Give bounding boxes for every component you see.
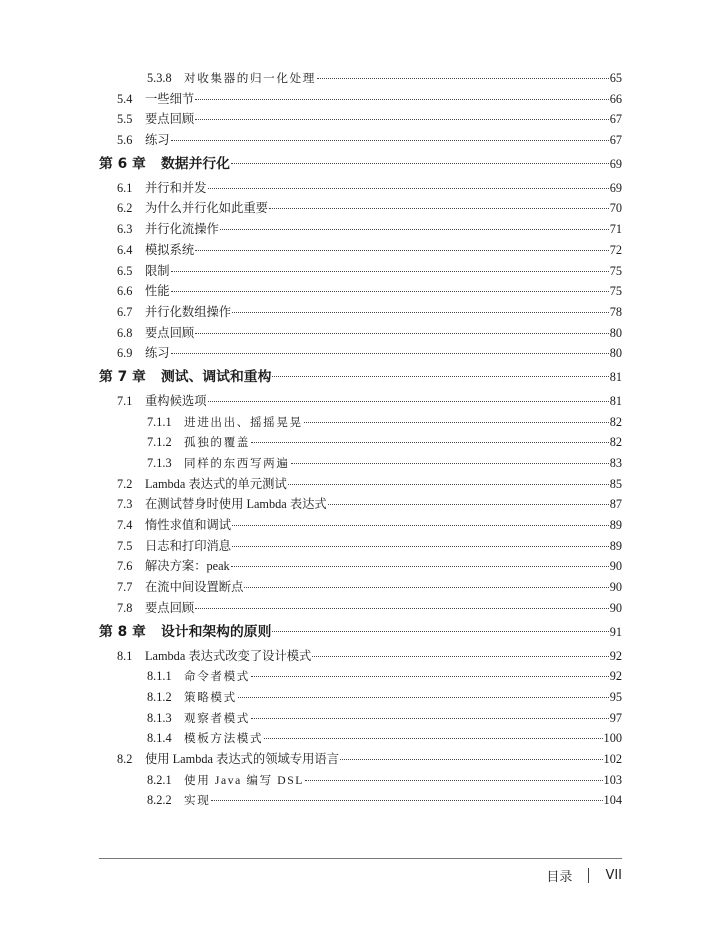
toc-entry-section[interactable]	[99, 281, 622, 302]
toc-entry-page: 103	[603, 772, 622, 787]
dot-leader	[231, 566, 609, 567]
toc-entry-title: 日志和打印消息	[145, 538, 232, 553]
toc-entry-page: 66	[609, 91, 622, 106]
page-footer	[546, 866, 622, 885]
toc-entry-title: 在测试替身时使用 Lambda 表达式	[145, 497, 327, 512]
toc-entry-number: 8.1	[117, 648, 133, 663]
toc-entry-page: 104	[603, 793, 622, 808]
toc-entry-page: 81	[609, 393, 622, 408]
dot-leader	[171, 140, 609, 141]
toc-entry-section[interactable]	[99, 646, 622, 667]
toc-entry-title: 测试、调试和重构	[161, 368, 272, 385]
dot-leader	[208, 401, 609, 402]
toc-entry-number: 6.1	[117, 180, 133, 195]
dot-leader	[171, 353, 609, 354]
toc-entry-title: 要点回顾	[145, 600, 195, 615]
dot-leader	[317, 78, 609, 79]
dot-leader	[171, 291, 609, 292]
toc-entry-title: 性能	[145, 284, 170, 299]
toc-entry-title: 练习	[145, 133, 170, 148]
toc-entry-page: 75	[609, 284, 622, 299]
toc-entry-title: 模拟系统	[145, 242, 195, 257]
toc-entry-page: 75	[609, 263, 622, 278]
toc-entry-number: 7.2	[117, 476, 133, 491]
toc-entry-title: 要点回顾	[145, 112, 195, 127]
dot-leader	[264, 738, 602, 739]
toc-entry-number: 6.4	[117, 242, 133, 257]
toc-entry-number: 8.1.4	[147, 731, 172, 746]
toc-entry-title: Lambda 表达式的单元测试	[145, 476, 287, 491]
dot-leader	[269, 208, 609, 209]
toc-entry-title: 在流中间设置断点	[145, 580, 244, 595]
dot-leader	[244, 587, 608, 588]
toc-entry-subsection[interactable]	[99, 68, 622, 89]
toc-entry-title: 并行化数组操作	[145, 304, 232, 319]
toc-entry-title: 练习	[145, 346, 170, 361]
toc-entry-section[interactable]	[99, 302, 622, 323]
table-of-contents	[99, 68, 622, 811]
toc-entry-page: 89	[609, 538, 622, 553]
toc-entry-section[interactable]	[99, 261, 622, 282]
toc-entry-section[interactable]	[99, 178, 622, 199]
dot-leader	[312, 656, 608, 657]
toc-entry-section[interactable]	[99, 219, 622, 240]
dot-leader	[328, 504, 609, 505]
toc-entry-title: 并行和并发	[145, 180, 207, 195]
toc-entry-number: 7.3	[117, 497, 133, 512]
toc-entry-number: 第 7 章	[99, 368, 146, 385]
toc-entry-title: 策略模式	[184, 690, 237, 704]
toc-entry-section[interactable]	[99, 749, 622, 770]
toc-entry-number: 8.2.1	[147, 772, 172, 787]
toc-entry-section[interactable]	[99, 323, 622, 344]
toc-entry-number: 第 6 章	[99, 155, 146, 172]
toc-entry-number: 5.4	[117, 91, 133, 106]
toc-entry-subsection[interactable]	[99, 708, 622, 729]
toc-entry-page: 87	[609, 497, 622, 512]
toc-entry-title: Lambda 表达式改变了设计模式	[145, 648, 312, 663]
toc-entry-number: 5.6	[117, 133, 133, 148]
dot-leader	[238, 697, 609, 698]
toc-entry-number: 6.3	[117, 222, 133, 237]
toc-entry-number: 6.7	[117, 304, 133, 319]
toc-entry-number: 5.5	[117, 112, 133, 127]
toc-entry-number: 7.4	[117, 518, 133, 533]
dot-leader	[251, 442, 609, 443]
page-number: VII	[605, 868, 622, 883]
toc-entry-title: 解决方案：peak	[145, 559, 230, 574]
toc-entry-number: 7.1.1	[147, 414, 172, 429]
footer-label: 目录	[546, 870, 573, 885]
toc-entry-section[interactable]	[99, 515, 622, 536]
toc-entry-title: 使用 Java 编写 DSL	[184, 773, 304, 787]
toc-entry-title: 限制	[145, 263, 170, 278]
toc-entry-chapter[interactable]	[99, 619, 622, 646]
toc-entry-title: 要点回顾	[145, 325, 195, 340]
toc-entry-section[interactable]	[99, 198, 622, 219]
toc-entry-section[interactable]	[99, 474, 622, 495]
toc-entry-title: 对收集器的归一化处理	[184, 72, 316, 85]
toc-entry-page: 92	[609, 669, 622, 684]
dot-leader	[195, 333, 609, 334]
toc-entry-page: 97	[609, 710, 622, 725]
toc-entry-title: 并行化流操作	[145, 222, 219, 237]
toc-entry-title: 为什么并行化如此重要	[145, 201, 268, 216]
toc-entry-number: 5.3.8	[147, 71, 172, 85]
toc-entry-title: 惰性求值和调试	[145, 518, 232, 533]
toc-entry-number: 7.5	[117, 538, 133, 553]
toc-entry-chapter[interactable]	[99, 151, 622, 178]
toc-entry-page: 67	[609, 112, 622, 127]
toc-entry-title: 孤独的覆盖	[184, 436, 250, 450]
dot-leader	[195, 608, 609, 609]
toc-entry-page: 80	[609, 346, 622, 361]
toc-entry-page: 65	[609, 71, 622, 85]
toc-entry-page: 90	[609, 600, 622, 615]
toc-entry-page: 95	[609, 689, 622, 704]
toc-entry-title: 重构候选项	[145, 393, 207, 408]
toc-entry-subsection[interactable]	[99, 666, 622, 687]
toc-entry-section[interactable]	[99, 494, 622, 515]
toc-entry-page: 85	[609, 476, 622, 491]
toc-entry-page: 67	[609, 133, 622, 148]
toc-entry-page: 81	[609, 369, 622, 384]
toc-entry-section[interactable]	[99, 598, 622, 619]
toc-entry-page: 78	[609, 304, 622, 319]
toc-entry-title: 观察者模式	[184, 711, 250, 725]
toc-entry-section[interactable]	[99, 240, 622, 261]
dot-leader	[340, 759, 603, 760]
toc-entry-page: 91	[609, 624, 622, 639]
toc-entry-number: 8.2.2	[147, 793, 172, 808]
dot-leader	[251, 676, 609, 677]
toc-entry-page: 90	[609, 580, 622, 595]
toc-entry-number: 6.5	[117, 263, 133, 278]
toc-entry-number: 8.1.1	[147, 669, 172, 684]
toc-entry-number: 7.1.3	[147, 456, 172, 470]
dot-leader	[195, 119, 609, 120]
toc-entry-title: 模板方法模式	[184, 732, 264, 746]
toc-entry-subsection[interactable]	[99, 687, 622, 708]
footer-divider	[99, 858, 622, 859]
toc-entry-page: 100	[603, 731, 622, 746]
dot-leader	[272, 376, 608, 377]
toc-entry-page: 70	[609, 201, 622, 216]
toc-entry-subsection[interactable]	[99, 432, 622, 453]
toc-entry-section[interactable]	[99, 130, 622, 151]
dot-leader	[291, 463, 609, 464]
dot-leader	[232, 312, 609, 313]
toc-entry-subsection[interactable]	[99, 790, 622, 811]
toc-entry-subsection[interactable]	[99, 728, 622, 749]
toc-entry-page: 82	[609, 435, 622, 450]
toc-entry-page: 90	[609, 559, 622, 574]
toc-entry-number: 7.7	[117, 580, 133, 595]
dot-leader	[304, 422, 609, 423]
toc-entry-section[interactable]	[99, 391, 622, 412]
toc-entry-page: 69	[609, 180, 622, 195]
dot-leader	[171, 271, 609, 272]
dot-leader	[251, 718, 609, 719]
toc-entry-section[interactable]	[99, 89, 622, 110]
toc-entry-number: 7.1.2	[147, 435, 172, 450]
toc-entry-number: 6.9	[117, 346, 133, 361]
toc-entry-chapter[interactable]	[99, 364, 622, 391]
toc-entry-section[interactable]	[99, 343, 622, 364]
dot-leader	[220, 229, 609, 230]
toc-entry-number: 8.1.2	[147, 689, 172, 704]
toc-entry-section[interactable]	[99, 536, 622, 557]
toc-entry-section[interactable]	[99, 556, 622, 577]
toc-entry-subsection[interactable]	[99, 412, 622, 433]
toc-entry-number: 8.2	[117, 751, 133, 766]
toc-entry-title: 进进出出、摇摇晃晃	[184, 415, 303, 429]
toc-entry-page: 92	[609, 648, 622, 663]
toc-entry-subsection[interactable]	[99, 453, 622, 474]
footer-separator	[588, 868, 589, 883]
toc-entry-title: 一些细节	[145, 91, 195, 106]
toc-entry-number: 6.8	[117, 325, 133, 340]
toc-entry-title: 数据并行化	[161, 155, 230, 172]
toc-entry-page: 69	[609, 156, 622, 171]
dot-leader	[305, 780, 603, 781]
toc-entry-page: 82	[609, 414, 622, 429]
toc-entry-section[interactable]	[99, 577, 622, 598]
toc-entry-title: 设计和架构的原则	[161, 623, 272, 640]
toc-entry-page: 89	[609, 518, 622, 533]
toc-entry-page: 72	[609, 242, 622, 257]
toc-entry-number: 第 8 章	[99, 623, 146, 640]
dot-leader	[288, 484, 609, 485]
toc-entry-subsection[interactable]	[99, 770, 622, 791]
toc-entry-title: 使用 Lambda 表达式的领域专用语言	[145, 751, 340, 766]
toc-entry-section[interactable]	[99, 109, 622, 130]
toc-entry-number: 8.1.3	[147, 710, 172, 725]
toc-entry-page: 102	[603, 751, 622, 766]
dot-leader	[272, 631, 608, 632]
toc-entry-number: 7.1	[117, 393, 133, 408]
dot-leader	[208, 188, 609, 189]
dot-leader	[211, 800, 602, 801]
dot-leader	[231, 163, 609, 164]
toc-entry-title: 实现	[184, 794, 211, 808]
toc-entry-page: 71	[609, 222, 622, 237]
toc-entry-number: 6.6	[117, 284, 133, 299]
dot-leader	[195, 99, 609, 100]
toc-entry-number: 7.8	[117, 600, 133, 615]
toc-entry-title: 命令者模式	[184, 670, 250, 684]
toc-entry-title: 同样的东西写两遍	[184, 457, 290, 470]
dot-leader	[232, 546, 609, 547]
dot-leader	[195, 250, 609, 251]
toc-entry-page: 80	[609, 325, 622, 340]
toc-entry-number: 6.2	[117, 201, 133, 216]
toc-entry-number: 7.6	[117, 559, 133, 574]
dot-leader	[232, 525, 609, 526]
toc-entry-page: 83	[609, 456, 622, 470]
